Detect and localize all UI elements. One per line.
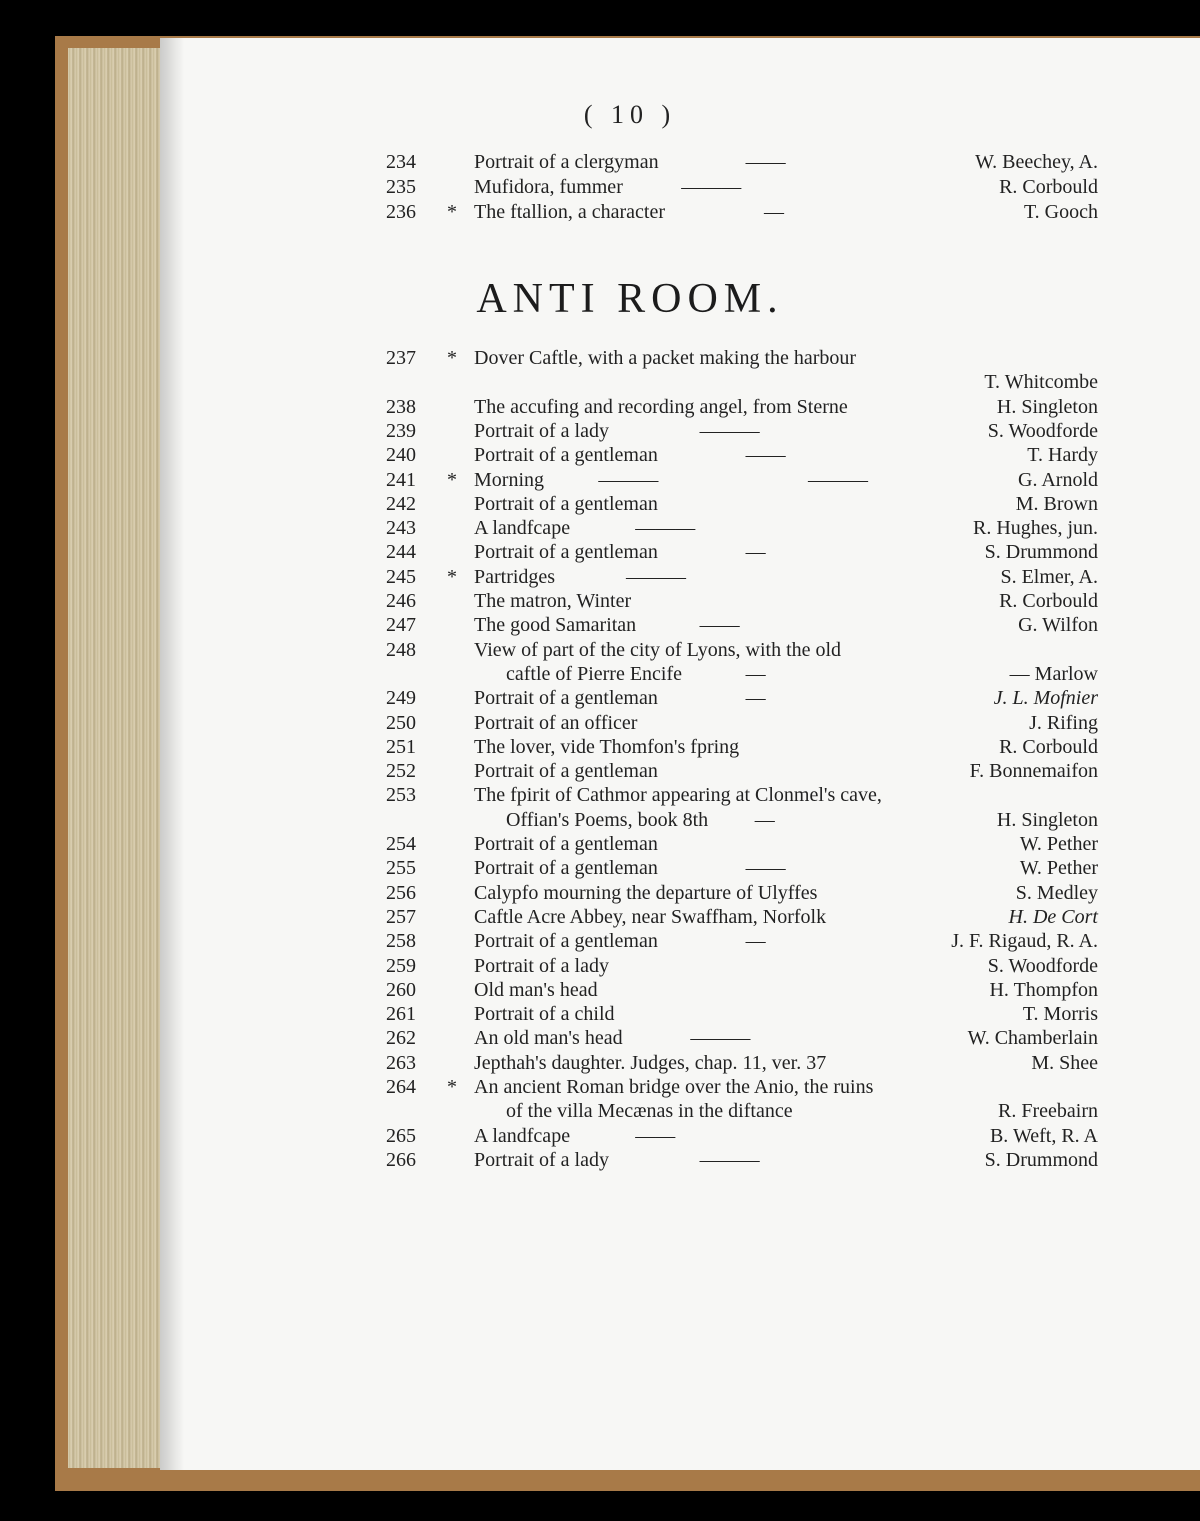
entry-title: Dover Caftle, with a packet making the harbour bbox=[474, 347, 857, 369]
new-work-star: * bbox=[447, 201, 457, 223]
entry-title: of the villa Mecænas in the diftance bbox=[506, 1100, 793, 1123]
entry-title: The matron, Winter bbox=[474, 590, 632, 612]
entry-artist: W. Chamberlain bbox=[967, 1027, 1098, 1050]
entry-number: 245 bbox=[386, 565, 416, 588]
catalogue-entry bbox=[0, 711, 1200, 735]
catalogue-entry bbox=[0, 613, 1200, 637]
entry-number: 247 bbox=[386, 614, 416, 637]
entry-artist: T. Hardy bbox=[1027, 444, 1098, 467]
entry-title: Portrait of a child bbox=[474, 1003, 615, 1026]
entry-title: Caftle Acre Abbey, near Swaffham, Norfolk bbox=[474, 905, 827, 928]
entry-dash: ——— bbox=[808, 468, 868, 491]
entry-dash: — bbox=[764, 201, 784, 223]
entry-artist: — Marlow bbox=[1009, 662, 1098, 685]
entry-artist: R. Corbould bbox=[999, 590, 1098, 612]
entry-title: Portrait of a gentleman bbox=[474, 930, 658, 953]
entry-number: 253 bbox=[386, 784, 416, 807]
entry-title: caftle of Pierre Encife bbox=[506, 662, 683, 685]
entry-dash: —— bbox=[745, 444, 786, 467]
entry-title: Calypfo mourning the departure of Ulyffes bbox=[474, 881, 818, 904]
entry-title: Morning bbox=[474, 468, 544, 491]
entry-artist: B. Weft, R. A bbox=[989, 1124, 1098, 1147]
entry-title: Portrait of a lady bbox=[474, 1148, 609, 1171]
entry-artist: W. Pether bbox=[1019, 857, 1098, 880]
catalogue-entry bbox=[0, 1148, 1200, 1172]
entry-number: 250 bbox=[386, 711, 416, 734]
entry-artist: G. Wilfon bbox=[1018, 614, 1098, 637]
entry-title: Portrait of a gentleman bbox=[474, 687, 658, 710]
entry-title: Portrait of a gentleman bbox=[474, 541, 658, 564]
entry-title: Portrait of a gentleman bbox=[474, 492, 658, 515]
entry-title: Jepthah's daughter. Judges, chap. 11, ver. 37 bbox=[474, 1051, 827, 1074]
entry-dash: ——— bbox=[598, 468, 659, 491]
catalogue-entry bbox=[0, 175, 1200, 199]
entry-number: 254 bbox=[386, 833, 416, 855]
entry-number: 249 bbox=[386, 687, 416, 710]
catalogue-entry bbox=[0, 978, 1200, 1002]
entry-title: An old man's head bbox=[474, 1027, 623, 1050]
catalogue-entry bbox=[0, 638, 1200, 662]
entry-artist: S. Woodforde bbox=[987, 419, 1098, 442]
entry-artist: W. Beechey, A. bbox=[975, 151, 1098, 173]
entry-number: 252 bbox=[386, 760, 416, 783]
entry-artist: M. Shee bbox=[1031, 1051, 1098, 1074]
catalogue-entry bbox=[0, 200, 1200, 224]
new-work-star: * bbox=[447, 565, 457, 588]
entry-artist: T. Whitcombe bbox=[984, 371, 1098, 394]
entry-artist: R. Freebairn bbox=[998, 1100, 1098, 1123]
catalogue-entry bbox=[0, 856, 1200, 880]
entry-number: 243 bbox=[386, 517, 416, 540]
catalogue-entry bbox=[0, 1099, 1200, 1123]
entry-artist: T. Morris bbox=[1022, 1003, 1098, 1026]
catalogue-entry bbox=[0, 492, 1200, 516]
entry-number: 236 bbox=[386, 201, 416, 223]
entry-dash: —— bbox=[699, 614, 740, 637]
entry-dash: ——— bbox=[690, 1027, 751, 1050]
catalogue-entry bbox=[0, 468, 1200, 492]
entry-dash: —— bbox=[745, 151, 786, 173]
entry-title: Portrait of a gentleman bbox=[474, 444, 658, 467]
entry-dash: — bbox=[745, 541, 766, 564]
entry-title: Offian's Poems, book 8th bbox=[506, 808, 709, 831]
entry-dash: ——— bbox=[699, 419, 760, 442]
entry-dash: —— bbox=[745, 857, 786, 880]
entry-title: Portrait of a lady bbox=[474, 954, 609, 977]
entry-number: 248 bbox=[386, 638, 416, 661]
entry-number: 251 bbox=[386, 735, 416, 758]
entry-artist: S. Drummond bbox=[984, 1148, 1098, 1171]
entry-artist: H. Singleton bbox=[996, 395, 1098, 418]
entry-title: The good Samaritan bbox=[474, 614, 637, 637]
catalogue-entry bbox=[0, 346, 1200, 370]
entry-number: 264 bbox=[386, 1076, 416, 1098]
entry-dash: — bbox=[745, 687, 766, 710]
entry-dash: ——— bbox=[635, 517, 696, 540]
entry-number: 235 bbox=[386, 176, 416, 198]
entry-number: 259 bbox=[386, 954, 416, 977]
entry-number: 240 bbox=[386, 444, 416, 467]
entry-artist: F. Bonnemaifon bbox=[969, 760, 1098, 783]
entry-number: 246 bbox=[386, 590, 416, 612]
entry-title: The fpirit of Cathmor appearing at Clonmel's cave, bbox=[474, 784, 882, 807]
entry-number: 256 bbox=[386, 881, 416, 904]
entry-artist: J. F. Rigaud, R. A. bbox=[951, 930, 1098, 953]
entry-number: 261 bbox=[386, 1003, 416, 1026]
entry-title: The lover, vide Thomfon's fpring bbox=[474, 735, 740, 758]
new-work-star: * bbox=[447, 347, 457, 369]
entry-number: 263 bbox=[386, 1051, 416, 1074]
catalogue-entry bbox=[0, 1124, 1200, 1148]
entry-dash: — bbox=[745, 930, 766, 953]
entry-title: The ftallion, a character bbox=[474, 201, 665, 223]
entry-title: A landfcape bbox=[474, 1124, 571, 1147]
entry-artist: S. Drummond bbox=[984, 541, 1098, 564]
catalogue-entry bbox=[0, 881, 1200, 905]
entry-title: Partridges bbox=[474, 565, 556, 588]
entry-title: Portrait of a gentleman bbox=[474, 760, 658, 783]
entry-title: Portrait of a clergyman bbox=[474, 151, 659, 173]
entry-title: Portrait of a gentleman bbox=[474, 833, 658, 855]
catalogue-entry bbox=[0, 150, 1200, 174]
entry-number: 241 bbox=[386, 468, 416, 491]
entry-dash: ——— bbox=[681, 176, 742, 198]
catalogue-entry bbox=[0, 419, 1200, 443]
entry-artist: T. Gooch bbox=[1023, 201, 1098, 223]
catalogue-entry bbox=[0, 565, 1200, 589]
catalogue-entry bbox=[0, 783, 1200, 807]
entry-artist: H. Thompfon bbox=[989, 978, 1098, 1001]
entry-number: 234 bbox=[386, 151, 416, 173]
catalogue-entry bbox=[0, 589, 1200, 613]
entry-title: An ancient Roman bridge over the Anio, the ruins bbox=[474, 1076, 874, 1098]
entry-artist: G. Arnold bbox=[1018, 468, 1098, 491]
entry-number: 244 bbox=[386, 541, 416, 564]
entry-dash: — bbox=[745, 662, 766, 685]
catalogue-entry bbox=[0, 370, 1200, 394]
entry-dash: —— bbox=[635, 1124, 676, 1147]
entry-number: 262 bbox=[386, 1027, 416, 1050]
entry-title: The accufing and recording angel, from Sterne bbox=[474, 395, 848, 418]
entry-number: 258 bbox=[386, 930, 416, 953]
entry-number: 255 bbox=[386, 857, 416, 880]
entry-title: Old man's head bbox=[474, 978, 598, 1001]
catalogue-entry bbox=[0, 1026, 1200, 1050]
entry-number: 257 bbox=[386, 905, 416, 928]
entry-title: View of part of the city of Lyons, with the old bbox=[474, 638, 842, 661]
page-number: ( 10 ) bbox=[583, 100, 677, 129]
entry-artist: J. L. Mofnier bbox=[993, 687, 1098, 710]
entry-title: Mufidora, fummer bbox=[474, 176, 623, 198]
entry-artist: R. Hughes, jun. bbox=[973, 517, 1098, 540]
catalogue-entry bbox=[0, 1051, 1200, 1075]
entry-artist: H. Singleton bbox=[996, 808, 1098, 831]
catalogue-entry bbox=[0, 686, 1200, 710]
entry-artist: S. Medley bbox=[1015, 881, 1098, 904]
entry-number: 266 bbox=[386, 1148, 416, 1171]
entry-artist: S. Elmer, A. bbox=[1000, 565, 1098, 588]
catalogue-entry bbox=[0, 735, 1200, 759]
entry-title: A landfcape bbox=[474, 517, 571, 540]
entry-title: Portrait of a lady bbox=[474, 419, 609, 442]
new-work-star: * bbox=[447, 468, 457, 491]
entry-title: Portrait of an officer bbox=[474, 711, 638, 734]
catalogue-entry bbox=[0, 395, 1200, 419]
entry-title: Portrait of a gentleman bbox=[474, 857, 658, 880]
catalogue-entry bbox=[0, 832, 1200, 856]
catalogue-entry bbox=[0, 759, 1200, 783]
catalogue-entry bbox=[0, 1075, 1200, 1099]
entry-number: 242 bbox=[386, 492, 416, 515]
entry-artist: M. Brown bbox=[1015, 492, 1098, 515]
entry-dash: ——— bbox=[699, 1148, 760, 1171]
catalogue-entry bbox=[0, 540, 1200, 564]
entry-artist: H. De Cort bbox=[1008, 905, 1098, 928]
catalogue-entry bbox=[0, 516, 1200, 540]
entry-number: 237 bbox=[386, 347, 416, 369]
entry-artist: J. Rifing bbox=[1029, 711, 1098, 734]
catalogue-entry bbox=[0, 662, 1200, 686]
section-title: ANTI ROOM. bbox=[476, 276, 784, 322]
entry-dash: ——— bbox=[626, 565, 686, 588]
catalogue-entry bbox=[0, 929, 1200, 953]
entry-artist: R. Corbould bbox=[999, 735, 1098, 758]
catalogue-entry bbox=[0, 808, 1200, 832]
entry-artist: S. Woodforde bbox=[987, 954, 1098, 977]
new-work-star: * bbox=[447, 1076, 457, 1098]
entry-artist: W. Pether bbox=[1019, 833, 1098, 855]
entry-number: 238 bbox=[386, 395, 416, 418]
catalogue-entry bbox=[0, 1002, 1200, 1026]
catalogue-entry bbox=[0, 954, 1200, 978]
entry-number: 239 bbox=[386, 419, 416, 442]
catalogue-entry bbox=[0, 905, 1200, 929]
catalogue-entry bbox=[0, 443, 1200, 467]
entry-number: 260 bbox=[386, 978, 416, 1001]
entry-artist: R. Corbould bbox=[999, 176, 1098, 198]
entry-number: 265 bbox=[386, 1124, 416, 1147]
entry-dash: — bbox=[754, 808, 775, 831]
